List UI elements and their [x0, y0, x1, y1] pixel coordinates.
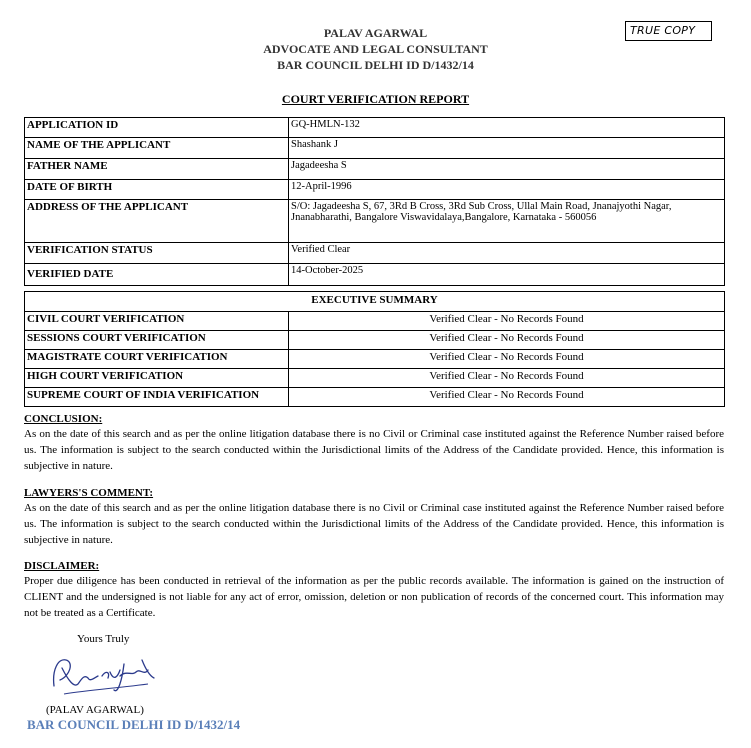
detail-value: 14-October-2025 — [289, 264, 725, 286]
advocate-bar-id: BAR COUNCIL DELHI ID D/1432/14 — [277, 58, 474, 72]
detail-value: Shashank J — [289, 138, 725, 159]
detail-label: APPLICATION ID — [25, 118, 289, 138]
table-row — [25, 200, 725, 243]
signatory-name: (PALAV AGARWAL) — [46, 704, 144, 716]
summary-label: CIVIL COURT VERIFICATION — [25, 312, 289, 331]
detail-label: VERIFICATION STATUS — [25, 243, 289, 264]
detail-value: Jagadeesha S — [289, 159, 725, 180]
disclaimer-section — [24, 559, 724, 621]
summary-label: SUPREME COURT OF INDIA VERIFICATION — [25, 388, 289, 407]
summary-value: Verified Clear - No Records Found — [289, 312, 725, 331]
summary-heading: EXECUTIVE SUMMARY — [25, 292, 725, 312]
handwritten-signature — [48, 650, 158, 700]
table-row — [25, 292, 725, 312]
disclaimer-heading: DISCLAIMER: — [24, 560, 100, 572]
summary-label: HIGH COURT VERIFICATION — [25, 369, 289, 388]
true-copy-stamp: TRUE COPY — [625, 21, 712, 41]
summary-value: Verified Clear - No Records Found — [289, 388, 725, 407]
table-row — [25, 138, 725, 159]
table-row — [25, 388, 725, 407]
table-row — [25, 180, 725, 200]
table-row — [25, 118, 725, 138]
disclaimer-text: Proper due diligence has been conducted in retrieval of the information as per the public records available. The information is gained on the instruction of CLIENT and the undersigned is not liable for any act of error, omission, deletion or non publication of records of the concerned court. This information may not be treated as a Certificate. — [24, 575, 724, 619]
signatory-bar-id: BAR COUNCIL DELHI ID D/1432/14 — [27, 717, 241, 732]
detail-label: ADDRESS OF THE APPLICANT — [25, 200, 289, 243]
detail-label: NAME OF THE APPLICANT — [25, 138, 289, 159]
table-row — [25, 159, 725, 180]
summary-label: MAGISTRATE COURT VERIFICATION — [25, 350, 289, 369]
table-row — [25, 369, 725, 388]
advocate-name: PALAV AGARWAL — [323, 26, 428, 40]
advocate-designation: ADVOCATE AND LEGAL CONSULTANT — [263, 42, 488, 56]
table-row — [25, 312, 725, 331]
summary-label: SESSIONS COURT VERIFICATION — [25, 331, 289, 350]
conclusion-heading: CONCLUSION: — [24, 413, 103, 425]
summary-value: Verified Clear - No Records Found — [289, 350, 725, 369]
detail-value: GQ-HMLN-132 — [289, 118, 725, 138]
executive-summary-table — [24, 291, 725, 407]
table-row — [25, 331, 725, 350]
detail-value: S/O: Jagadeesha S, 67, 3Rd B Cross, 3Rd Sub Cross, Ullal Main Road, Jnanajyothi Nagar, Jnanabharathi, Bangalore Viswavidalaya,Bangalore, Karnataka - 560056 — [289, 200, 725, 243]
lawyers-comment-heading: LAWYERS'S COMMENT: — [24, 487, 154, 499]
detail-label: FATHER NAME — [25, 159, 289, 180]
table-row — [25, 243, 725, 264]
lawyers-comment-text: As on the date of this search and as per the online litigation database there is no Civil or Criminal case instituted against the Reference Number raised before us. The information is subject to the search conducted within the Jurisdictional limits of the Address of the Candidate provided. Hence, this information is subjective in nature. — [24, 502, 724, 546]
table-row — [25, 264, 725, 286]
report-title: COURT VERIFICATION REPORT — [281, 92, 470, 106]
summary-value: Verified Clear - No Records Found — [289, 369, 725, 388]
closing-salutation: Yours Truly — [77, 633, 130, 645]
table-row — [25, 350, 725, 369]
conclusion-section — [24, 412, 724, 474]
summary-value: Verified Clear - No Records Found — [289, 331, 725, 350]
detail-label: VERIFIED DATE — [25, 264, 289, 286]
applicant-details-table — [24, 117, 725, 286]
detail-label: DATE OF BIRTH — [25, 180, 289, 200]
detail-value: Verified Clear — [289, 243, 725, 264]
conclusion-text: As on the date of this search and as per the online litigation database there is no Civil or Criminal case instituted against the Reference Number raised before us. The information is subject to the search conducted within the Jurisdictional limits of the Address of the Candidate provided. Hence, this information is subjective in nature. — [24, 428, 724, 472]
lawyers-comment-section — [24, 486, 724, 548]
detail-value: 12-April-1996 — [289, 180, 725, 200]
